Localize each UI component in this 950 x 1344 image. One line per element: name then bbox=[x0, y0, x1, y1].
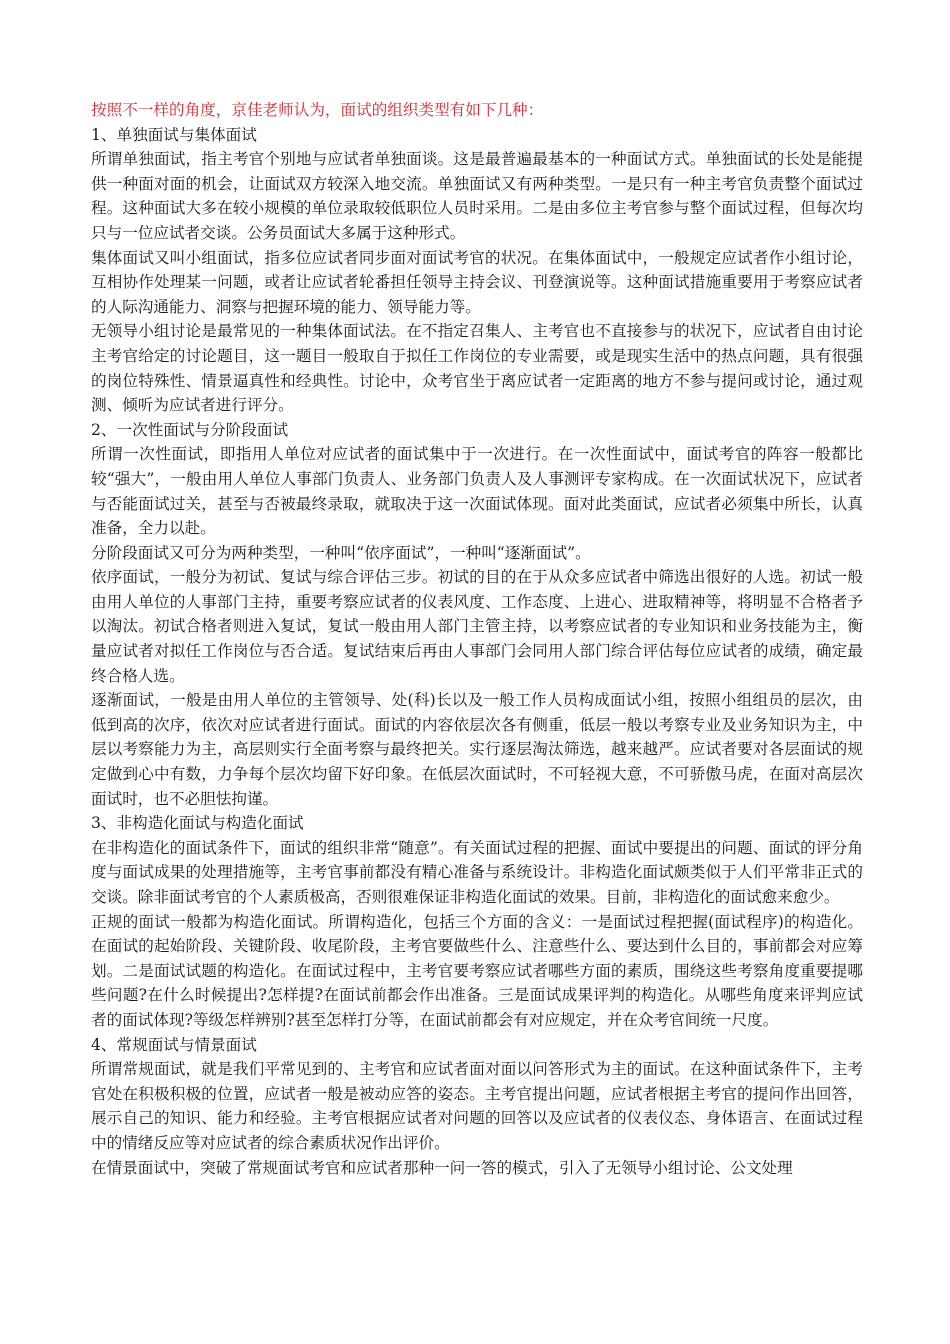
section-1-paragraph-2: 集体面试又叫小组面试，指多位应试者同步面对面试考官的状况。在集体面试中，一般规定应试者作小组讨论，互相协作处理某一问题，或者让应试者轮番担任领导主持会议、刊登演说等。这种面试措施重要用于考察应试者的人际沟通能力、洞察与把握环境的能力、领导能力等。 bbox=[91, 248, 863, 316]
intro-line: 按照不一样的角度，京佳老师认为，面试的组织类型有如下几种： bbox=[91, 101, 544, 119]
section-4-heading: 4、常规面试与情景面试 bbox=[91, 1035, 257, 1054]
section-2-paragraph-3: 依序面试，一般分为初试、复试与综合评估三步。初试的目的在于从众多应试者中筛选出很好的人选。初试一般由用人单位的人事部门主持，重要考察应试者的仪表风度、工作态度、上进心、进取精神等，将明显不合格者予以淘汰。初试合格者则进入复试，复试一般由用人部门主管主持，以考察应试者的专业知识和业务技能为主，衡量应试者对拟任工作岗位与否合适。复试结束后再由人事部门会同用人部门综合评估每位应试者的成绩，确定最终合格人选。 bbox=[91, 568, 863, 685]
document-page bbox=[91, 98, 863, 1180]
section-4-paragraph-1: 所谓常规面试，就是我们平常见到的、主考官和应试者面对面以问答形式为主的面试。在这种面试条件下，主考官处在积极积极的位置，应试者一般是被动应答的姿态。主考官提出问题，应试者根据主考官的提问作出回答，展示自己的知识、能力和经验。主考官根据应试者对问题的回答以及应试者的仪表仪态、身体语言、在面试过程中的情绪反应等对应试者的综合素质状况作出评价。 bbox=[91, 1060, 863, 1152]
section-2-paragraph-2: 分阶段面试又可分为两种类型，一种叫“依序面试”，一种叫“逐渐面试”。 bbox=[91, 543, 591, 562]
section-4-paragraph-2: 在情景面试中，突破了常规面试考官和应试者那种一问一答的模式，引入了无领导小组讨论、公文处理 bbox=[91, 1158, 793, 1177]
section-3-paragraph-2: 正规的面试一般都为构造化面试。所谓构造化，包括三个方面的含义：一是面试过程把握(面试程序)的构造化。在面试的起始阶段、关键阶段、收尾阶段，主考官要做些什么、注意些什么、要达到什么目的，事前都会对应筹划。二是面试试题的构造化。在面试过程中，主考官要考察应试者哪些方面的素质，围绕这些考察角度重要提哪些问题?在什么时候提出?怎样提?在面试前都会作出准备。三是面试成果评判的构造化。从哪些角度来评判应试者的面试体现?等级怎样辨别?甚至怎样打分等，在面试前都会有对应规定，并在众考官间统一尺度。 bbox=[91, 912, 863, 1029]
section-1-paragraph-3: 无领导小组讨论是最常见的一种集体面试法。在不指定召集人、主考官也不直接参与的状况下，应试者自由讨论主考官给定的讨论题目，这一题目一般取自于拟任工作岗位的专业需要，或是现实生活中的热点问题，具有很强的岗位特殊性、情景逼真性和经典性。讨论中，众考官坐于离应试者一定距离的地方不参与提问或讨论，通过观测、倾听为应试者进行评分。 bbox=[91, 322, 863, 415]
section-1-heading: 1、单独面试与集体面试 bbox=[91, 125, 257, 144]
section-3-paragraph-1: 在非构造化的面试条件下，面试的组织非常“随意”。有关面试过程的把握、面试中要提出的问题、面试的评分角度与面试成果的处理措施等，主考官事前都没有精心准备与系统设计。非构造化面试颇类似于人们平常非正式的交谈。除非面试考官的个人素质极高，否则很难保证非构造化面试的效果。目前，非构造化的面试愈来愈少。 bbox=[91, 838, 863, 906]
section-2-paragraph-4: 逐渐面试，一般是由用人单位的主管领导、处(科)长以及一般工作人员构成面试小组，按照小组组员的层次，由低到高的次序，依次对应试者进行面试。面试的内容依层次各有侧重，低层一般以考察专业及业务知识为主，中层以考察能力为主，高层则实行全面考察与最终把关。实行逐层淘汰筛选，越来越严。应试者要对各层面试的规定做到心中有数，力争每个层次均留下好印象。在低层次面试时，不可轻视大意，不可骄傲马虎，在面对高层次面试时，也不必胆怯拘谨。 bbox=[91, 691, 863, 808]
section-2-paragraph-1: 所谓一次性面试，即指用人单位对应试者的面试集中于一次进行。在一次性面试中，面试考官的阵容一般都比较“强大”，一般由用人单位人事部门负责人、业务部门负责人及人事测评专家构成。在一次面试状况下，应试者与否能面试过关，甚至与否被最终录取，就取决于这一次面试体现。面对此类面试，应试者必须集中所长，认真准备，全力以赴。 bbox=[91, 445, 863, 538]
section-3-heading: 3、非构造化面试与构造化面试 bbox=[91, 814, 304, 833]
section-2-heading: 2、一次性面试与分阶段面试 bbox=[91, 420, 289, 439]
section-1-paragraph-1: 所谓单独面试，指主考官个别地与应试者单独面谈。这是最普遍最基本的一种面试方式。单独面试的长处是能提供一种面对面的机会，让面试双方较深入地交流。单独面试又有两种类型。一是只有一种主考官负责整个面试过程。这种面试大多在较小规模的单位录取较低职位人员时采用。二是由多位主考官参与整个面试过程，但每次均只与一位应试者交谈。公务员面试大多属于这种形式。 bbox=[91, 150, 863, 242]
